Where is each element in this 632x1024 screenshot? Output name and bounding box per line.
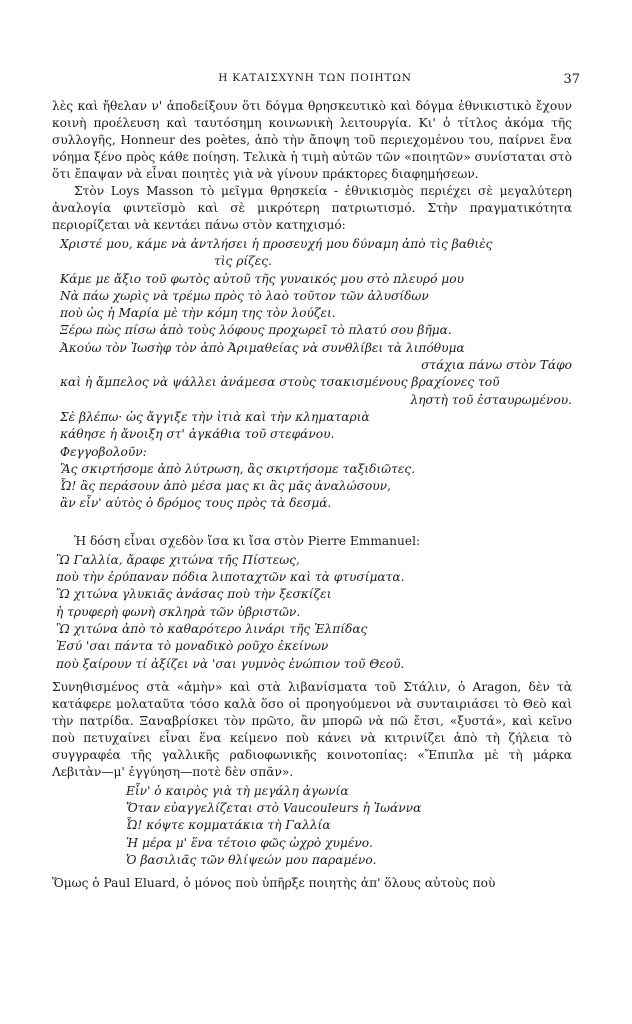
paragraph: Ὅμως ὁ Paul Eluard, ὁ μόνος ποὺ ὑπῆρξε ποιητὴς ἀπ' ὅλους αὐτοὺς ποὺ bbox=[52, 876, 496, 891]
poem-line: τὶς ρίζες. bbox=[213, 254, 272, 269]
poem-excerpt-emmanuel bbox=[52, 552, 572, 673]
poem-line: ἡ τρυφερὴ φωνὴ σκληρὰ τῶν ὑβριστῶν. bbox=[56, 604, 301, 619]
poem-line: καὶ ἡ ἄμπελος νὰ ψάλλει ἀνάμεσα στοὺς τσακισμένους βραχίονες τοῦ bbox=[60, 375, 500, 390]
paragraph: Στὸν Loys Masson τὸ μεῖγμα θρησκεία - ἐθνικισμὸς περιέχει σὲ μεγαλύτερη ἀναλογία φιντεϊσμὸ καὶ σὲ μικρότερη πατριωτισμό. Στὴν πραγματικότητα περιορίζεται νὰ κεντάει πάνω στὸν κατηχισμό: bbox=[52, 184, 572, 232]
poem-line: Ὢ Γαλλία, ἄραφε χιτώνα τῆς Πίστεως, bbox=[56, 552, 300, 567]
poem-line: ληστὴ τοῦ ἐσταυρωμένου. bbox=[410, 392, 572, 407]
poem-line: Ὦ! ἂς περάσουν ἀπὸ μέσα μας κι ἂς μᾶς ἀναλώσουν, bbox=[60, 479, 391, 494]
poem-line: Ἂς σκιρτήσομε ἀπὸ λύτρωση, ἂς σκιρτήσομε ταξιδιῶτες. bbox=[60, 461, 416, 476]
running-title: Η ΚΑΤΑΙΣΧΥΝΗ ΤΩΝ ΠΟΙΗΤΩΝ bbox=[218, 72, 412, 84]
page-number: 37 bbox=[563, 72, 580, 87]
poem-line: Ξέρω πὼς πίσω ἀπὸ τοὺς λόφους προχωρεῖ τὸ πλατύ σου βῆμα. bbox=[60, 323, 452, 338]
page-header bbox=[60, 72, 580, 90]
poem-line: Σὲ βλέπω· ὡς ἄγγιξε τὴν ἰτιὰ καὶ τὴν κληματαριὰ bbox=[60, 409, 370, 424]
poem-line: Ὦ! κόψτε κομματάκια τὴ Γαλλία bbox=[126, 818, 331, 833]
poem-line: Νὰ πάω χωρὶς νὰ τρέμω πρὸς τὸ λαὸ τοῦτον τῶν ἀλυσίδων bbox=[60, 288, 429, 303]
poem-line: Εἶν' ὁ καιρὸς γιὰ τὴ μεγάλη ἀγωνία bbox=[126, 783, 349, 798]
poem-line: ποὺ ὡς ἡ Μαρία μὲ τὴν κόμη της τὸν λούζει. bbox=[60, 306, 336, 321]
page-body bbox=[52, 98, 572, 892]
poem-excerpt-masson bbox=[52, 236, 572, 513]
paragraph: Ἡ δόση εἶναι σχεδὸν ἴσα κι ἴσα στὸν Pierre Emmanuel: bbox=[74, 533, 421, 548]
poem-line: Ὅταν εὐαγγελίζεται στὸ Vaucouleurs ἡ Ἰωάννα bbox=[126, 801, 422, 816]
poem-line: Ἐσύ 'σαι πάντα τὸ μοναδικὸ ροῦχο ἐκείνων bbox=[56, 639, 329, 654]
poem-line: Ἡ μέρα μ' ἕνα τέτοιο φῶς ὠχρὸ χυμένο. bbox=[126, 835, 373, 850]
poem-line: κάθησε ἡ ἄνοιξη στ' ἀγκάθια τοῦ στεφάνου. bbox=[60, 427, 335, 442]
poem-line: Κάμε με ἄξιο τοῦ φωτὸς αὐτοῦ τῆς γυναικός μου στὸ πλευρό μου bbox=[60, 271, 464, 286]
spacer bbox=[52, 519, 572, 533]
poem-excerpt-aragon bbox=[52, 783, 572, 869]
paragraph: Συνηθισμένος στὰ «ἀμὴν» καὶ στὰ λιβανίσματα τοῦ Στάλιν, ὁ Aragon, δὲν τὰ κατάφερε μολαταῦτα τόσο καλὰ ὅσο οἱ προηγούμενοι νὰ συνταιριάσει τὸ Θεὸ καὶ τὴν πατρίδα. Ξαναβρίσκει τὸν πρῶτο, ἂν μπορῶ νὰ πῶ ἔτσι, «ξυστά», καὶ κεῖνο ποὺ πετυχαίνει εἶναι ἕνα κείμενο ποὺ κάνει νὰ κιτρινίζει ἀπὸ τὴ ζήλεια τὸ συγγραφέα τῆς γαλλικῆς ραδιοφωνικῆς κοινοτοπίας: «Ἔπιπλα μὲ τὴ μάρκα Λεβιτὰν—μ' ἐγγύηση—ποτὲ δὲν σπᾶν». bbox=[52, 679, 572, 779]
poem-line: στάχια πάνω στὸν Τάφο bbox=[421, 358, 572, 373]
poem-line: Φεγγοβολοῦν: bbox=[60, 444, 147, 459]
poem-line: Ἀκούω τὸν Ἰωσὴφ τὸν ἀπὸ Ἀριμαθείας νὰ συνθλίβει τὰ λιπόθυμα bbox=[60, 340, 465, 355]
poem-line: Ὢ χιτώνα γλυκιᾶς ἀνάσας ποὺ τὴν ξεσκίζει bbox=[56, 587, 332, 602]
poem-line: ἂν εἶν' αὐτὸς ὁ δρόμος τους πρὸς τὰ δεσμά. bbox=[60, 496, 332, 511]
poem-line: Χριστέ μου, κάμε νὰ ἀντλήσει ἡ προσευχή μου δύναμη ἀπὸ τὶς βαθιὲς bbox=[60, 237, 493, 251]
poem-line: Ὁ βασιλιᾶς τῶν θλίψεών μου παραμένο. bbox=[126, 853, 377, 868]
poem-line: Ὢ χιτώνα ἀπὸ τὸ καθαρότερο λινάρι τῆς Ἐλπίδας bbox=[56, 621, 368, 636]
paragraph: λὲς καὶ ἤθελαν ν' ἀποδείξουν ὅτι δόγμα θρησκευτικὸ καὶ δόγμα ἐθνικιστικὸ ἔχουν κοινὴ προέλευση καὶ ταυτόσημη κοινωνικὴ λειτουργία. Κι' ὁ τίτλος ἀκόμα τῆς συλλογῆς, Honneur des poètes, ἀπὸ τὴν ἄποψη τοῦ περιεχομένου του, παίρνει ἕνα νόημα ξένο πρὸς κάθε ποίηση. Τελικὰ ἡ τιμὴ αὐτῶν τῶν «ποιητῶν» συνίσταται στὸ ὅτι ἔπαψαν νὰ εἶναι ποιητὲς γιὰ νὰ γίνουν πράκτορες διαφημήσεων. bbox=[52, 99, 572, 181]
poem-line: ποὺ ξαίρουν τί ἀξίζει νὰ 'σαι γυμνὸς ἐνώπιον τοῦ Θεοῦ. bbox=[56, 656, 405, 671]
poem-line: ποὺ τὴν ἐρύπαναν πόδια λιποταχτῶν καὶ τὰ φτυσίματα. bbox=[56, 570, 405, 585]
